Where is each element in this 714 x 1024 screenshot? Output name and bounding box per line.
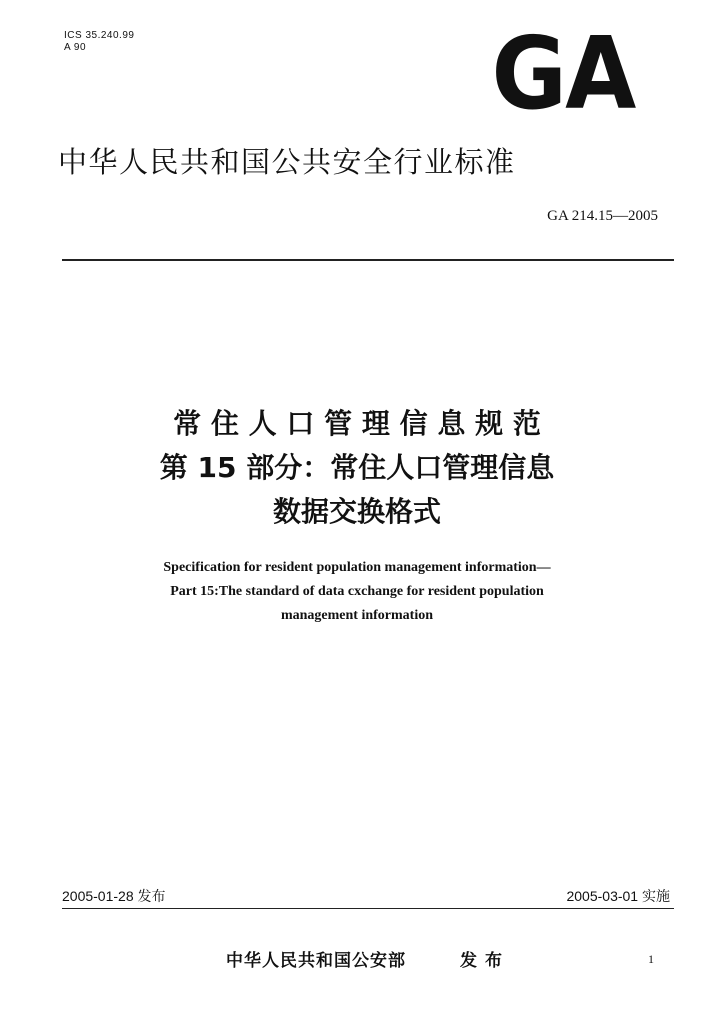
bottom-divider	[62, 908, 674, 909]
ccs-code: A 90	[64, 42, 87, 53]
page-number: 1	[648, 952, 654, 966]
english-title-line-1: Specification for resident population management information—	[163, 560, 551, 575]
issue-label: 发布	[460, 951, 510, 971]
english-title-line-3: management information	[280, 608, 434, 623]
implementation-date: 2005-03-01 实施	[566, 888, 670, 904]
chinese-title-line-3: 数据交换格式	[272, 495, 441, 528]
industry-standard-title: 中华人民共和国公共安全行业标准	[58, 145, 516, 179]
chinese-title-line-1: 常 住 人 口 管 理 信 息 规 范	[173, 407, 541, 440]
standard-number: GA 214.15—2005	[547, 208, 658, 224]
english-title-line-2: Part 15:The standard of data cxchange for resident population	[170, 584, 544, 599]
top-divider	[62, 259, 674, 261]
issuing-authority: 中华人民共和国公安部	[226, 951, 406, 971]
ics-code: ICS 35.240.99	[64, 30, 135, 41]
issue-date: 2005-01-28 发布	[62, 888, 166, 904]
ga-logo: GA	[490, 15, 634, 132]
chinese-title-line-2: 第 15 部分：常住人口管理信息	[159, 451, 555, 484]
